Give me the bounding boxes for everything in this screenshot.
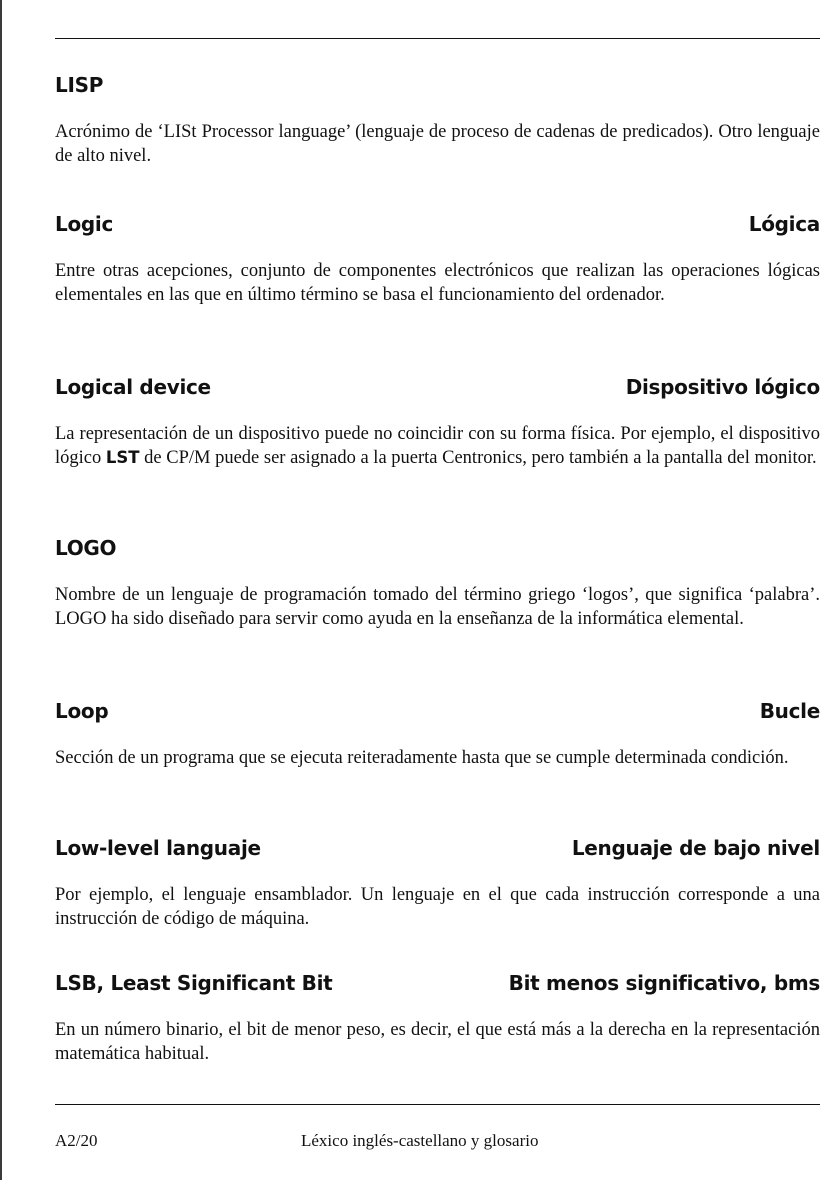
page-left-edge: [0, 0, 2, 1180]
term-definition: En un número binario, el bit de menor peso, es decir, el que está más a la derecha en la representación matemática habitual.: [55, 1020, 820, 1064]
term-english: Loop: [55, 699, 109, 723]
entry-heading: [55, 698, 820, 724]
glossary-entry-logical-device: [55, 374, 820, 470]
entry-heading: [55, 970, 820, 996]
glossary-entry-lisp: [55, 72, 820, 168]
term-definition: [55, 422, 820, 470]
glossary-entry-loop: [55, 698, 820, 770]
definition-keyword: LST: [105, 448, 140, 467]
term-english: LOGO: [55, 536, 117, 560]
glossary-entry-lsb: [55, 970, 820, 1066]
term-spanish: Dispositivo lógico: [625, 375, 820, 399]
entry-heading: [55, 211, 820, 237]
glossary-entry-logo: [55, 535, 820, 631]
glossary-entry-logic: [55, 211, 820, 307]
term-spanish: Lenguaje de bajo nivel: [571, 836, 820, 860]
term-definition: Acrónimo de ‘LISt Processor language’ (lenguaje de proceso de cadenas de predicados). Otro lenguaje de alto nivel.: [55, 122, 820, 166]
glossary-entry-low-level-language: [55, 835, 820, 931]
term-english: Logic: [55, 212, 114, 236]
term-definition: Por ejemplo, el lenguaje ensamblador. Un lenguaje en el que cada instrucción corresponde a una instrucción de código de máquina.: [55, 885, 820, 929]
definition-text: La representación de un dispositivo puede no coincidir con su forma física. Por ejemplo, el dispositivo lógico: [55, 424, 820, 468]
page-number: A2/20: [55, 1131, 98, 1150]
entry-heading: [55, 72, 820, 98]
term-definition: Nombre de un lenguaje de programación tomado del término griego ‘logos’, que significa ‘palabra’. LOGO ha sido diseñado para servir como ayuda en la enseñanza de la informática elemental.: [55, 585, 820, 629]
entry-heading: [55, 374, 820, 400]
term-english: LISP: [55, 73, 104, 97]
term-spanish: Bit menos significativo, bms: [508, 971, 820, 995]
header-rule: [55, 38, 820, 39]
entry-heading: [55, 835, 820, 861]
footer-title: Léxico inglés-castellano y glosario: [301, 1131, 539, 1150]
entry-heading: [55, 535, 820, 561]
term-english: Logical device: [55, 375, 211, 399]
term-english: Low-level languaje: [55, 836, 261, 860]
term-spanish: Bucle: [759, 699, 820, 723]
footer-rule: [55, 1104, 820, 1105]
term-english: LSB, Least Significant Bit: [55, 971, 333, 995]
term-spanish: Lógica: [748, 212, 820, 236]
definition-text: de CP/M puede ser asignado a la puerta Centronics, pero también a la pantalla del monitor.: [139, 448, 817, 468]
term-definition: Entre otras acepciones, conjunto de componentes electrónicos que realizan las operaciones lógicas elementales en las que en último término se basa el funcionamiento del ordenador.: [55, 261, 820, 305]
term-definition: Sección de un programa que se ejecuta reiteradamente hasta que se cumple determinada condición.: [55, 748, 789, 768]
